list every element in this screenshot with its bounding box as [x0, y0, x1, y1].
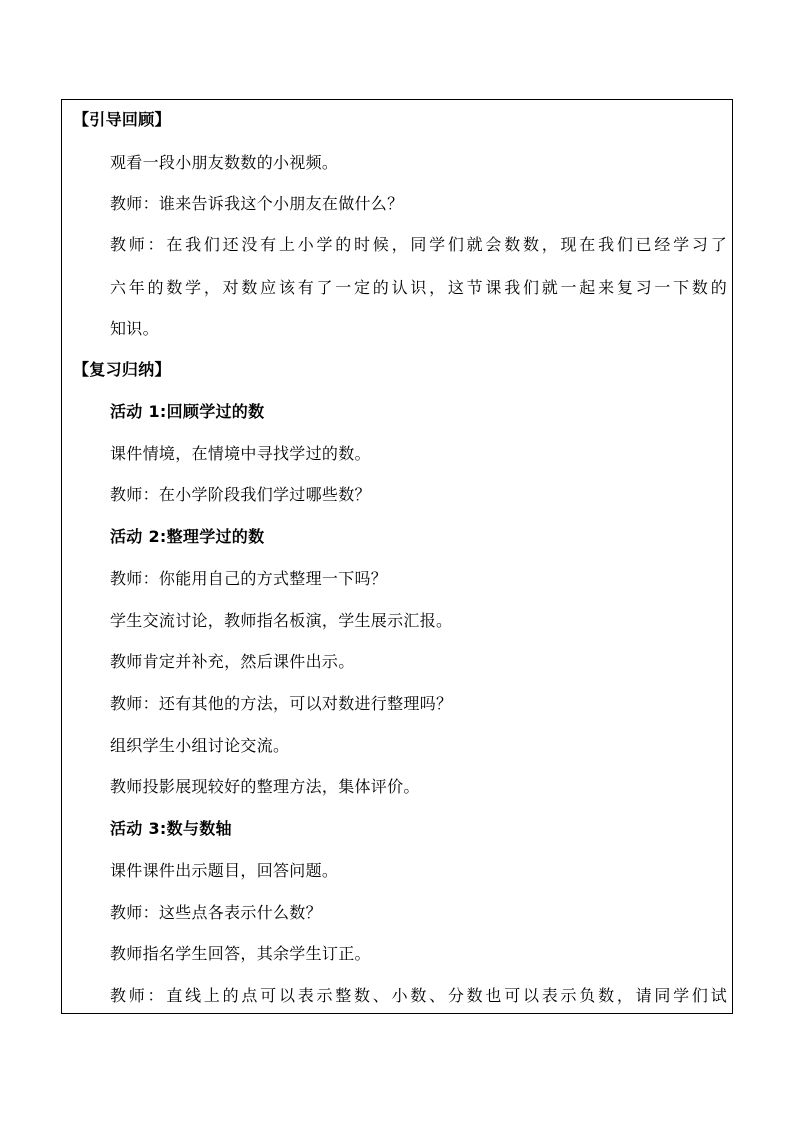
section-heading-guide-review: 【引导回顾】	[73, 110, 171, 129]
paragraph-line: 教师：这些点各表示什么数？	[110, 903, 322, 922]
activity-heading: 活动 2:整理学过的数	[110, 527, 265, 546]
activity-heading: 活动 3:数与数轴	[110, 819, 232, 838]
paragraph-line: 六年的数学，对数应该有了一定的认识，这节课我们就一起来复习一下数的	[110, 278, 727, 297]
paragraph-line: 组织学生小组讨论交流。	[110, 736, 290, 755]
paragraph-line: 教师：在我们还没有上小学的时候，同学们就会数数，现在我们已经学习了	[110, 235, 727, 254]
paragraph-line: 教师投影展现较好的整理方法，集体评价。	[110, 777, 420, 796]
activity-heading: 活动 1:回顾学过的数	[110, 402, 265, 421]
paragraph-line: 观看一段小朋友数数的小视频。	[110, 153, 339, 172]
paragraph-line: 教师：谁来告诉我这个小朋友在做什么？	[110, 194, 404, 213]
section-heading-review-summary: 【复习归纳】	[73, 360, 171, 379]
paragraph-line: 教师：你能用自己的方式整理一下吗？	[110, 569, 388, 588]
paragraph-line: 学生交流讨论，教师指名板演，学生展示汇报。	[110, 611, 453, 630]
paragraph-line: 课件课件出示题目，回答问题。	[110, 861, 339, 880]
paragraph-line: 教师肯定并补充，然后课件出示。	[110, 652, 355, 671]
paragraph-line: 教师：还有其他的方法，可以对数进行整理吗？	[110, 694, 453, 713]
paragraph-line: 课件情境，在情境中寻找学过的数。	[110, 444, 371, 463]
paragraph-line: 教师：在小学阶段我们学过哪些数？	[110, 485, 371, 504]
paragraph-line: 教师：直线上的点可以表示整数、小数、分数也可以表示负数，请同学们试	[110, 986, 727, 1005]
paragraph-line: 知识。	[110, 319, 159, 338]
paragraph-line: 教师指名学生回答，其余学生订正。	[110, 944, 371, 963]
